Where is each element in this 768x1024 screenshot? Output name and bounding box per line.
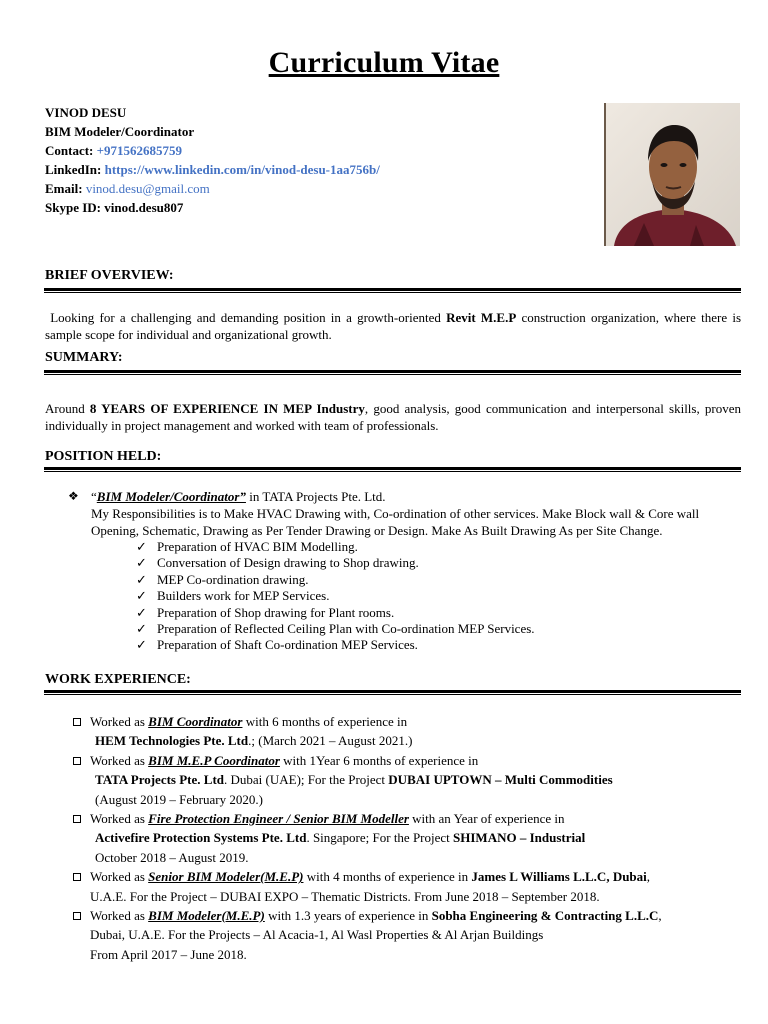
position-title: BIM Modeler/Coordinator”: [96, 489, 246, 504]
work-item-location: . Singapore; For the Project: [306, 830, 454, 846]
work-item-company: TATA Projects Pte. Ltd: [95, 772, 225, 788]
position-company: in TATA Projects Pte. Ltd.: [245, 489, 386, 504]
position-text: [91, 488, 741, 654]
work-item-role: Fire Protection Engineer / Senior BIM Modeller: [148, 811, 409, 827]
position-title-line: [91, 488, 741, 505]
work-item-role: BIM Modeler(M.E.P): [148, 908, 265, 924]
work-item-post-end: ,: [658, 908, 662, 924]
work-list: [73, 712, 741, 964]
contact-label: Contact:: [45, 143, 94, 158]
skype-label: Skype ID:: [45, 200, 101, 215]
work-item-post: with an Year of experience in: [408, 811, 565, 827]
checkmark-icon: ✓: [136, 604, 147, 620]
work-item-prefix: Worked as: [90, 752, 149, 768]
email-label: Email:: [45, 181, 83, 196]
work-item: [73, 751, 741, 809]
summary-divider: [44, 370, 741, 375]
summary-text-bold: 8 YEARS OF EXPERIENCE IN MEP Industry: [89, 401, 365, 416]
summary-heading: SUMMARY:: [45, 350, 123, 365]
work-item-details: U.A.E. For the Project – DUBAI EXPO – Thematic Districts. From June 2018 – September 2018.: [90, 888, 600, 904]
summary-text: [45, 400, 741, 434]
task-item: [136, 637, 741, 653]
square-bullet-icon: [73, 912, 81, 920]
work-item: [73, 867, 741, 906]
work-item-prefix: Worked as: [90, 869, 149, 885]
task-item: [136, 588, 741, 604]
position-description: My Responsibilities is to Make HVAC Drawing with, Co-ordination of other services. Make Block wall & Core wall Opening, Schematic, Drawing as Per Tender Drawing or Design. Make As Built Drawing As per Site Change.: [91, 506, 700, 538]
checkmark-icon: ✓: [136, 555, 147, 571]
overview-text: [45, 309, 741, 343]
square-bullet-icon: [73, 815, 81, 823]
task-text: Conversation of Design drawing to Shop drawing.: [157, 555, 419, 571]
work-heading: WORK EXPERIENCE:: [45, 672, 191, 687]
work-item-dates: (August 2019 – February 2020.): [95, 791, 263, 807]
work-item-company: Sobha Engineering & Contracting L.L.C: [431, 908, 659, 924]
work-item-prefix: Worked as: [90, 908, 149, 924]
task-text: Preparation of Shop drawing for Plant rooms.: [157, 604, 395, 620]
work-item-role: BIM Coordinator: [148, 714, 243, 729]
overview-text-c: construction organization, where there is sample scope for individual and organizational growth.: [45, 310, 742, 342]
task-item: [136, 572, 741, 588]
linkedin-line: [45, 160, 380, 179]
position-divider: [44, 467, 741, 472]
work-item: [73, 809, 741, 867]
task-item: [136, 621, 741, 637]
square-bullet-icon: [73, 718, 81, 726]
work-item: [73, 712, 741, 751]
checkmark-icon: ✓: [136, 621, 147, 637]
task-text: Preparation of Reflected Ceiling Plan with Co-ordination MEP Services.: [157, 621, 535, 637]
work-divider: [44, 690, 741, 695]
work-item-post: with 1Year 6 months of experience in: [279, 752, 479, 768]
skype-value: vinod.desu807: [104, 200, 184, 215]
summary-text-a: Around: [45, 401, 90, 416]
work-item-details: Dubai, U.A.E. For the Projects – Al Acacia-1, Al Wasl Properties & Al Arjan Buildings: [90, 927, 544, 943]
document-title: Curriculum Vitae: [268, 46, 500, 79]
overview-text-bold: Revit M.E.P: [446, 310, 517, 325]
diamond-bullet-icon: ❖: [68, 489, 79, 503]
work-item-dates: October 2018 – August 2019.: [95, 849, 249, 865]
linkedin-label: LinkedIn:: [45, 162, 102, 177]
work-item-post-end: ,: [646, 869, 651, 885]
work-item-location: . Dubai (UAE); For the Project: [224, 772, 389, 788]
task-text: Preparation of HVAC BIM Modelling.: [157, 539, 358, 554]
checkmark-icon: ✓: [136, 637, 147, 653]
contact-block: [45, 103, 380, 217]
task-list: [136, 539, 741, 654]
task-item: [136, 539, 741, 555]
work-item-dates: .; (March 2021 – August 2021.): [248, 733, 413, 749]
checkmark-icon: ✓: [136, 588, 147, 604]
profile-photo: [604, 103, 740, 246]
email-line: [45, 179, 380, 198]
overview-heading: BRIEF OVERVIEW:: [45, 268, 174, 283]
candidate-role: BIM Modeler/Coordinator: [45, 124, 195, 139]
work-item-post: with 6 months of experience in: [242, 714, 408, 729]
overview-divider: [44, 288, 741, 293]
work-item-company: James L Williams L.L.C, Dubai: [471, 869, 647, 885]
work-item-company: HEM Technologies Pte. Ltd: [95, 733, 249, 749]
linkedin-link[interactable]: https://www.linkedin.com/in/vinod-desu-1aa756b/: [104, 162, 380, 177]
task-item: [136, 605, 741, 621]
checkmark-icon: ✓: [136, 571, 147, 587]
work-item-post: with 1.3 years of experience in: [264, 908, 432, 924]
work-item-prefix: Worked as: [90, 714, 149, 729]
work-item-prefix: Worked as: [90, 811, 149, 827]
work-item-role: Senior BIM Modeler(M.E.P): [148, 869, 304, 885]
position-heading: POSITION HELD:: [45, 449, 162, 464]
work-item-company: Activefire Protection Systems Pte. Ltd: [95, 830, 307, 846]
summary-text-c: , good analysis, good communication and interpersonal skills, proven individually in project management and worked with team of professionals.: [45, 401, 742, 433]
contact-phone-line: [45, 141, 380, 160]
position-block: [68, 488, 741, 654]
work-item-role: BIM M.E.P Coordinator: [148, 752, 280, 768]
task-item: [136, 555, 741, 571]
square-bullet-icon: [73, 757, 81, 765]
work-item-project: SHIMANO – Industrial: [453, 830, 586, 846]
checkmark-icon: ✓: [136, 539, 147, 554]
task-text: Builders work for MEP Services.: [157, 588, 330, 604]
task-text: MEP Co-ordination drawing.: [157, 571, 309, 587]
skype-line: [45, 198, 380, 217]
work-item-project: DUBAI UPTOWN – Multi Commodities: [388, 772, 613, 788]
phone-link[interactable]: +971562685759: [96, 143, 183, 158]
work-item-dates: From April 2017 – June 2018.: [90, 946, 247, 962]
task-text: Preparation of Shaft Co-ordination MEP Services.: [157, 637, 418, 653]
work-item-post: with 4 months of experience in: [303, 869, 472, 885]
candidate-name: VINOD DESU: [45, 105, 127, 120]
square-bullet-icon: [73, 873, 81, 881]
email-link[interactable]: vinod.desu@gmail.com: [85, 181, 210, 196]
position-open-quote: “: [91, 489, 97, 504]
work-item: [73, 906, 741, 964]
overview-text-a: Looking for a challenging and demanding position in a growth-oriented: [50, 310, 447, 325]
